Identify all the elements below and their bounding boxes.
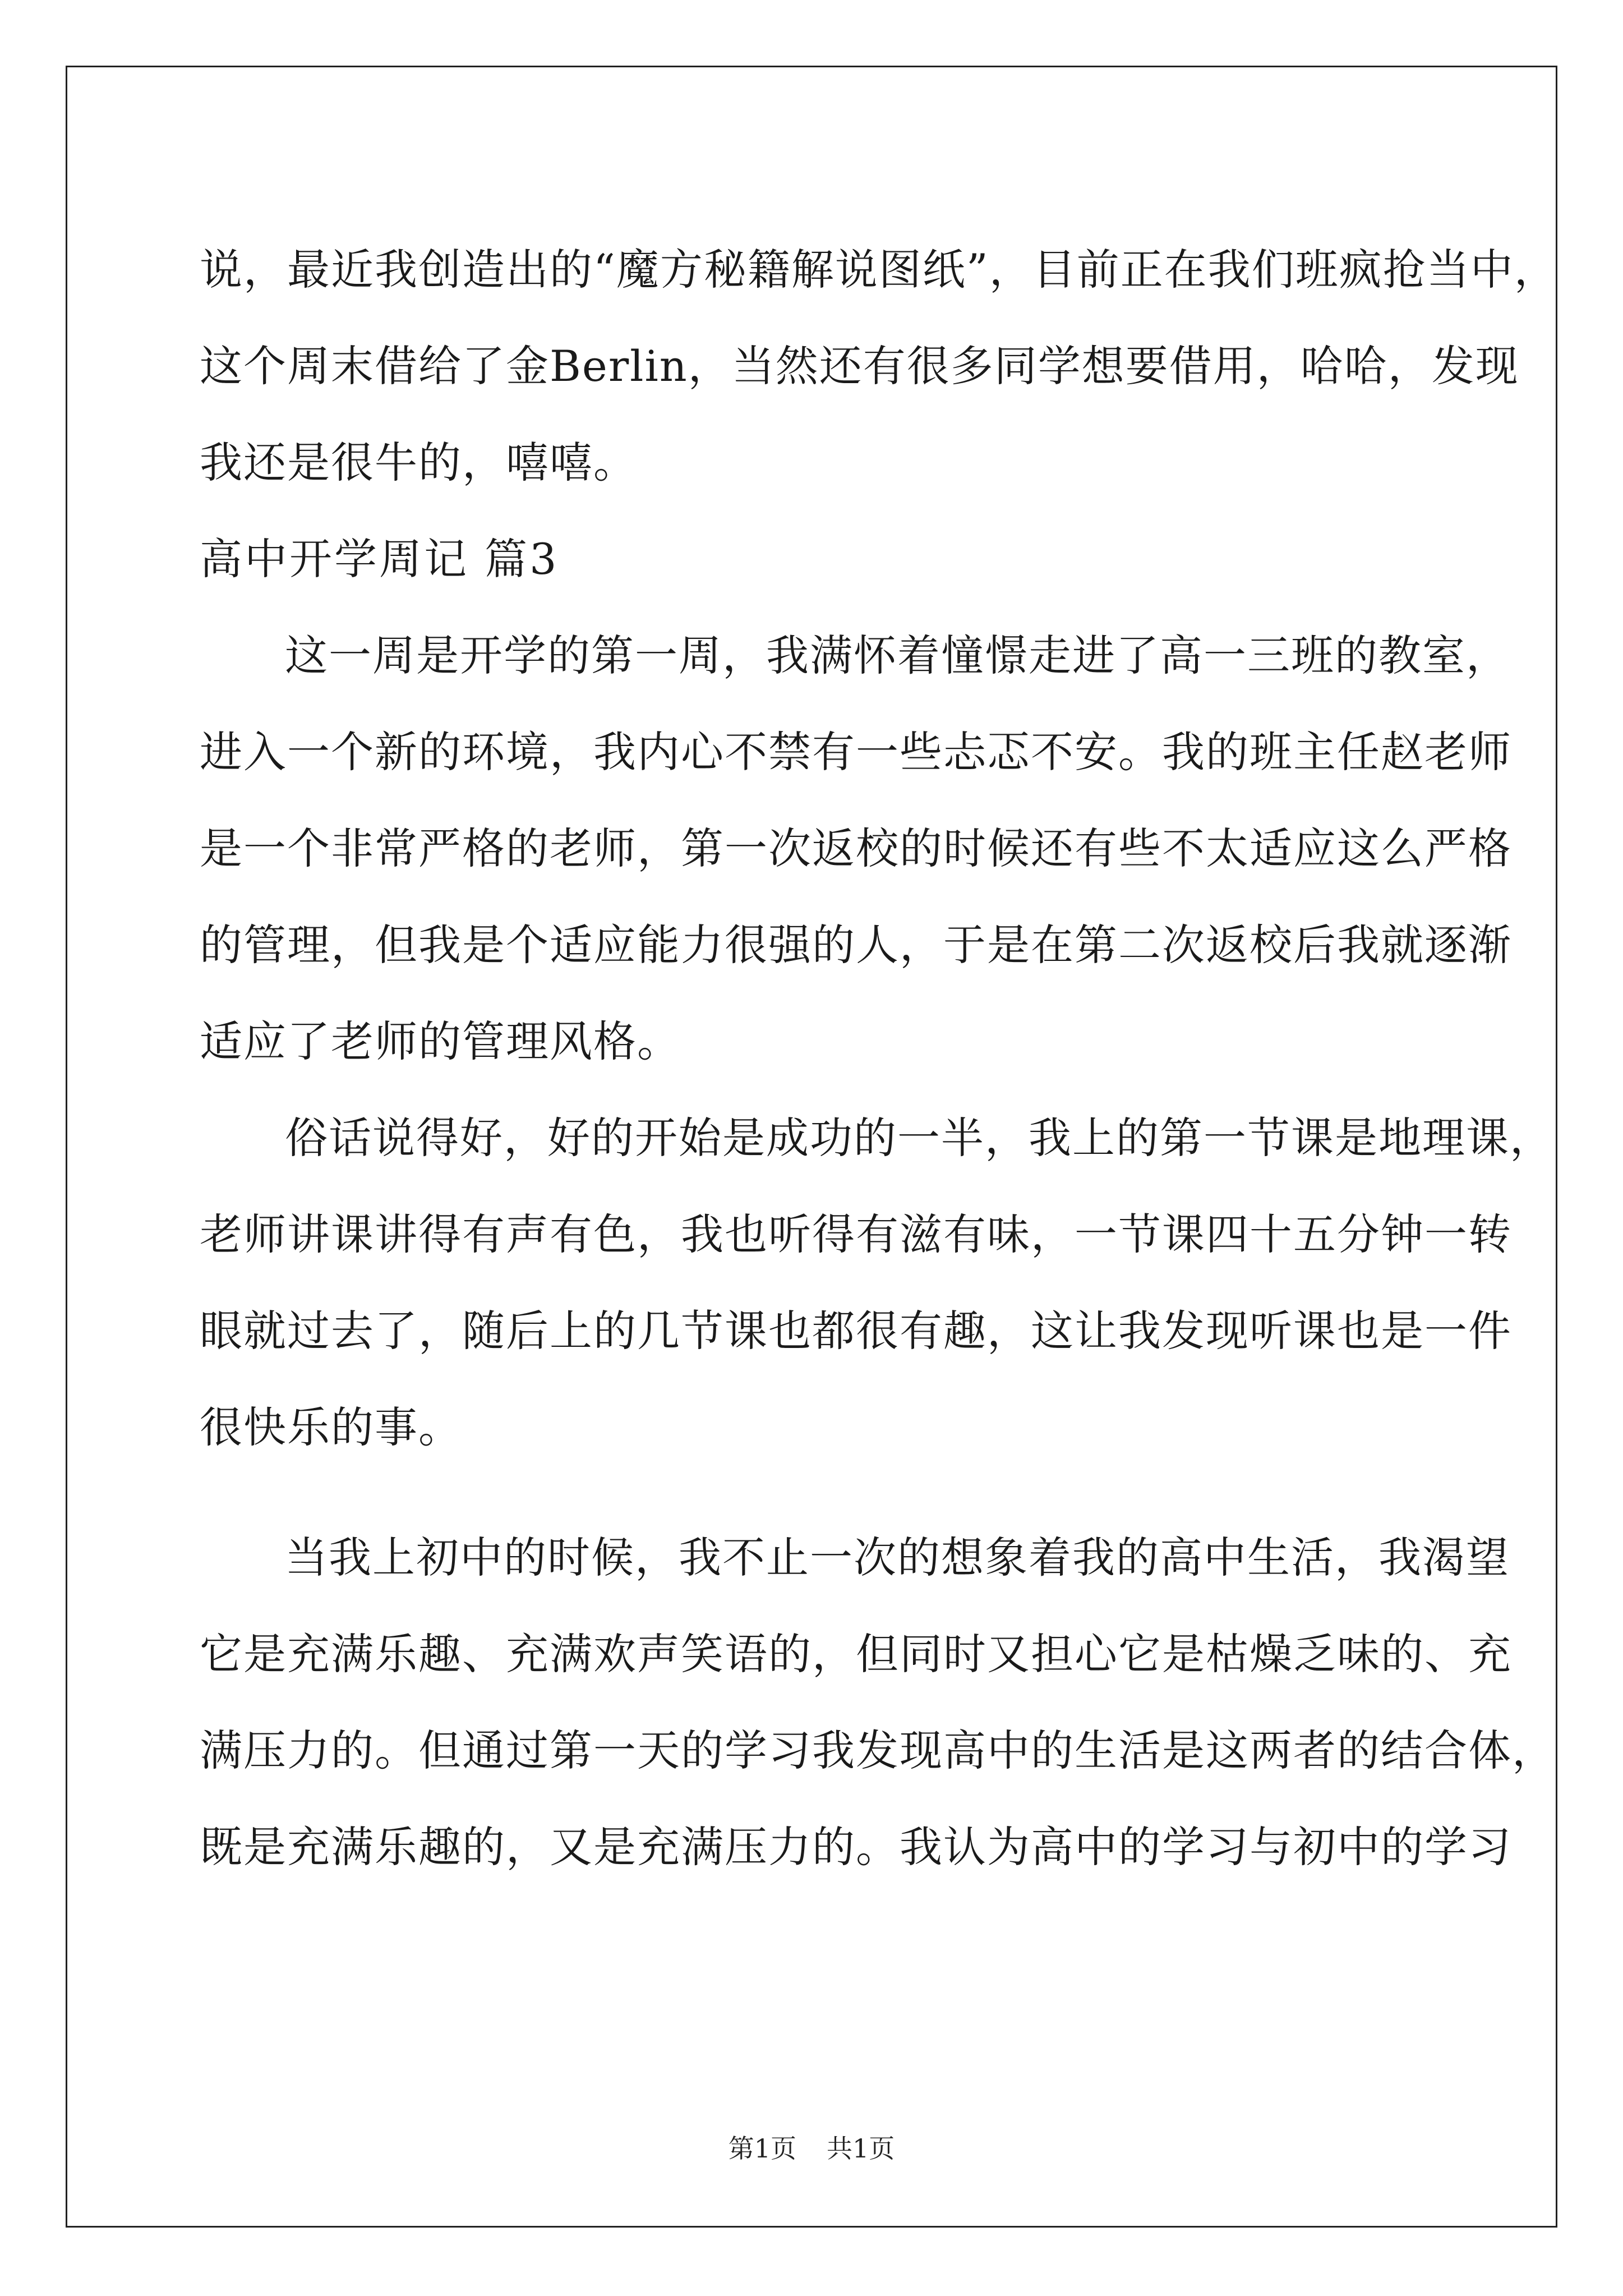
text-line: 当我上初中的时候，我不止一次的想象着我的高中生活，我渴望	[285, 1533, 1510, 1582]
text-line: 眼就过去了，随后上的几节课也都很有趣，这让我发现听课也是一件	[200, 1306, 1512, 1356]
text-line: 它是充满乐趣、充满欢声笑语的，但同时又担心它是枯燥乏味的、充	[200, 1629, 1512, 1679]
text-line: 说，最近我创造出的“魔方秘籍解说图纸”，目前正在我们班疯抢当中，	[200, 245, 1558, 295]
document-body	[200, 222, 1558, 1895]
text-line: 这个周末借给了金Berlin，当然还有很多同学想要借用，哈哈，发现	[200, 341, 1519, 391]
text-line: 是一个非常严格的老师，第一次返校的时候还有些不太适应这么严格	[200, 823, 1512, 873]
text-line: 适应了老师的管理风格。	[200, 1016, 681, 1066]
section-heading: 高中开学周记 篇3	[200, 534, 559, 584]
page-total: 共1页	[827, 2133, 895, 2164]
page-number: 第1页	[728, 2133, 796, 2164]
text-line: 俗话说得好，好的开始是成功的一半，我上的第一节课是地理课，	[285, 1113, 1553, 1163]
text-line: 进入一个新的环境，我内心不禁有一些忐忑不安。我的班主任赵老师	[200, 727, 1512, 777]
text-line: 我还是很牛的，嘻嘻。	[200, 438, 637, 487]
text-line: 很快乐的事。	[200, 1402, 462, 1452]
text-line: 既是充满乐趣的，又是充满压力的。我认为高中的学习与初中的学习	[200, 1822, 1512, 1872]
text-line: 这一周是开学的第一周，我满怀着憧憬走进了高一三班的教室，	[285, 631, 1510, 680]
text-line: 老师讲课讲得有声有色，我也听得有滋有味，一节课四十五分钟一转	[200, 1209, 1512, 1259]
text-line: 满压力的。但通过第一天的学习我发现高中的生活是这两者的结合体，	[200, 1726, 1556, 1775]
text-line: 的管理，但我是个适应能力很强的人，于是在第二次返校后我就逐渐	[200, 920, 1512, 970]
page-footer	[0, 2132, 1623, 2165]
